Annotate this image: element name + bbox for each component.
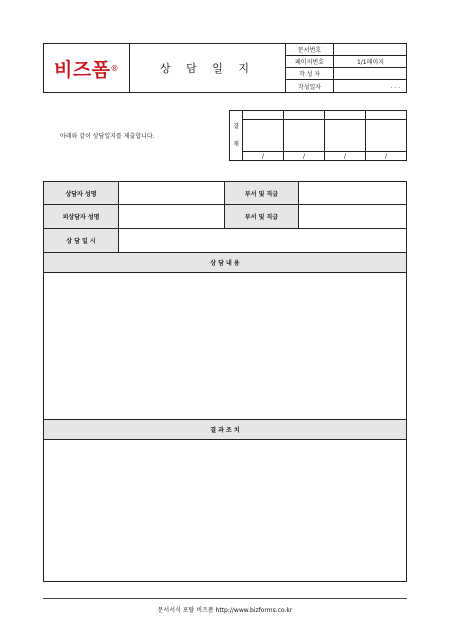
result-section-header: 결 과 조 치 — [44, 420, 406, 440]
info-value[interactable] — [335, 68, 406, 79]
counselor-dept-field[interactable] — [299, 182, 406, 205]
logo-text: 비즈폼 — [53, 58, 111, 81]
datetime-field[interactable] — [119, 229, 406, 253]
counselee-name-label: 피상담자 성명 — [44, 205, 119, 229]
info-row-date — [286, 80, 406, 92]
info-label: 작성일자 — [286, 80, 334, 92]
registered-mark: ® — [110, 63, 120, 73]
submission-statement: 아래와 같이 상담일지를 제출합니다. — [60, 133, 155, 140]
document-title-text: 상 담 일 지 — [160, 62, 255, 75]
approval-columns — [243, 111, 406, 160]
document-title — [130, 44, 285, 92]
counselor-dept-label: 부서 및 직급 — [225, 182, 299, 205]
doc-info-table — [286, 44, 406, 92]
counselee-dept-label: 부서 및 직급 — [225, 205, 299, 229]
info-value[interactable]: . . . — [390, 82, 400, 90]
info-label: 문서번호 — [286, 44, 334, 55]
approval-date-slash[interactable]: / — [261, 152, 265, 160]
approval-date-slash[interactable]: / — [343, 152, 347, 160]
logo — [44, 44, 129, 92]
counselee-name-field[interactable] — [119, 205, 225, 229]
approval-date-slash[interactable]: / — [302, 152, 306, 160]
info-row-page-number — [286, 56, 406, 68]
info-label: 페이지번호 — [286, 56, 334, 67]
footer-rule — [43, 598, 407, 599]
approval-label-top: 결 — [233, 122, 239, 130]
counselor-name-label: 상담자 성명 — [44, 182, 119, 205]
info-row-doc-number — [286, 44, 406, 56]
content-textarea[interactable] — [44, 273, 406, 420]
counselee-dept-field[interactable] — [299, 205, 406, 229]
approval-label — [230, 111, 243, 160]
info-label: 작 성 자 — [286, 68, 334, 79]
info-row-author — [286, 68, 406, 80]
approval-date-slash[interactable]: / — [384, 152, 388, 160]
datetime-label: 상 담 일 시 — [44, 229, 119, 253]
info-value[interactable] — [335, 44, 406, 55]
approval-box — [229, 110, 407, 161]
approval-label-bottom: 재 — [233, 140, 239, 148]
counselor-name-field[interactable] — [119, 182, 225, 205]
info-value[interactable]: 1/1페이지 — [356, 59, 385, 66]
content-section-header: 상 담 내 용 — [44, 253, 406, 273]
footer-text[interactable]: 문서서식 포탈 비즈폼 http://www.bizforms.co.kr — [157, 606, 293, 614]
result-textarea[interactable] — [44, 440, 406, 581]
